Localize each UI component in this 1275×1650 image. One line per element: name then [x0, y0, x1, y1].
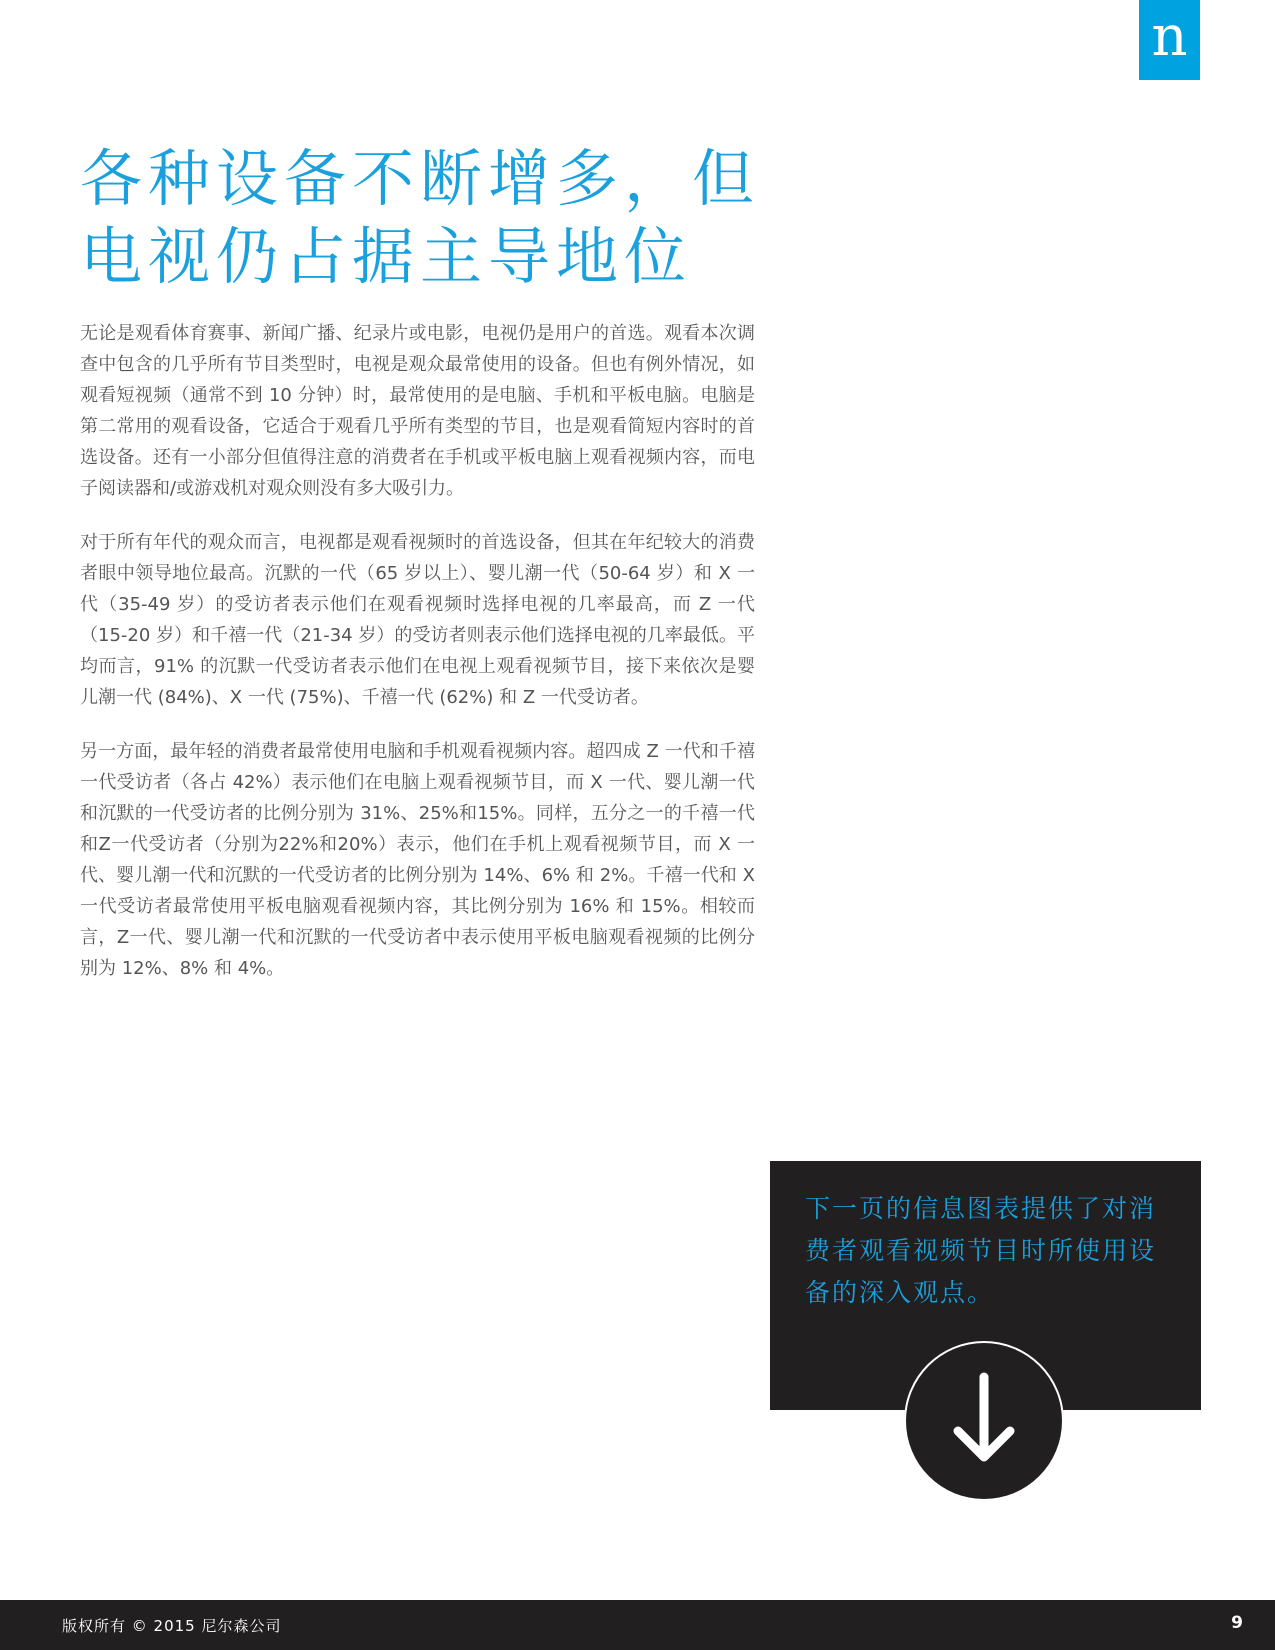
- page-number: 9: [1231, 1613, 1243, 1633]
- nielsen-logo: n: [1139, 0, 1200, 80]
- paragraph-1: 无论是观看体育赛事、新闻广播、纪录片或电影，电视仍是用户的首选。观看本次调查中包含的几乎所有节目类型时，电视是观众最常使用的设备。但也有例外情况，如观看短视频（通常不到 10 分钟）时，最常使用的是电脑、手机和平板电脑。电脑是第二常用的观看设备，它适合于观看几乎所有类型的节目，也是观看简短内容时的首选设备。还有一小部分但值得注意的消费者在手机或平板电脑上观看视频内容，而电子阅读器和/或游戏机对观众则没有多大吸引力。: [80, 323, 755, 499]
- copyright-text: 版权所有 © 2015 尼尔森公司: [62, 1617, 282, 1635]
- article-body: [80, 318, 755, 1007]
- page-title-line-2: 电视仍占据主导地位: [80, 220, 693, 293]
- paragraph-2: 对于所有年代的观众而言，电视都是观看视频时的首选设备，但其在年纪较大的消费者眼中领导地位最高。沉默的一代（65 岁以上）、婴儿潮一代（50-64 岁）和 X 一代（35-49 岁）的受访者表示他们在观看视频时选择电视的几率最高，而 Z 一代（15-20 岁）和千禧一代（21-34 岁）的受访者则表示他们选择电视的几率最低。平均而言，91% 的沉默一代受访者表示他们在电视上观看视频节目，接下来依次是婴儿潮一代 (84%)、X 一代 (75%)、千禧一代 (62%) 和 Z 一代受访者。: [80, 532, 755, 708]
- paragraph-3: 另一方面，最年轻的消费者最常使用电脑和手机观看视频内容。超四成 Z 一代和千禧一代受访者（各占 42%）表示他们在电脑上观看视频节目，而 X 一代、婴儿潮一代和沉默的一代受访者的比例分别为 31%、25%和15%。同样，五分之一的千禧一代和Z一代受访者（分别为22%和20%）表示，他们在手机上观看视频节目，而 X 一代、婴儿潮一代和沉默的一代受访者的比例分别为 14%、6% 和 2%。千禧一代和 X 一代受访者最常使用平板电脑观看视频内容，其比例分别为 16% 和 15%。相较而言，Z一代、婴儿潮一代和沉默的一代受访者中表示使用平板电脑观看视频的比例分别为 12%、8% 和 4%。: [80, 741, 755, 979]
- arrow-down-icon: [906, 1343, 1062, 1499]
- page-title-line-1: 各种设备不断增多，但: [80, 142, 761, 215]
- page-footer: [0, 1600, 1275, 1650]
- next-page-button[interactable]: [906, 1343, 1062, 1499]
- callout-text: 下一页的信息图表提供了对消费者观看视频节目时所使用设备的深入观点。: [805, 1194, 1157, 1307]
- page-title: [80, 140, 780, 296]
